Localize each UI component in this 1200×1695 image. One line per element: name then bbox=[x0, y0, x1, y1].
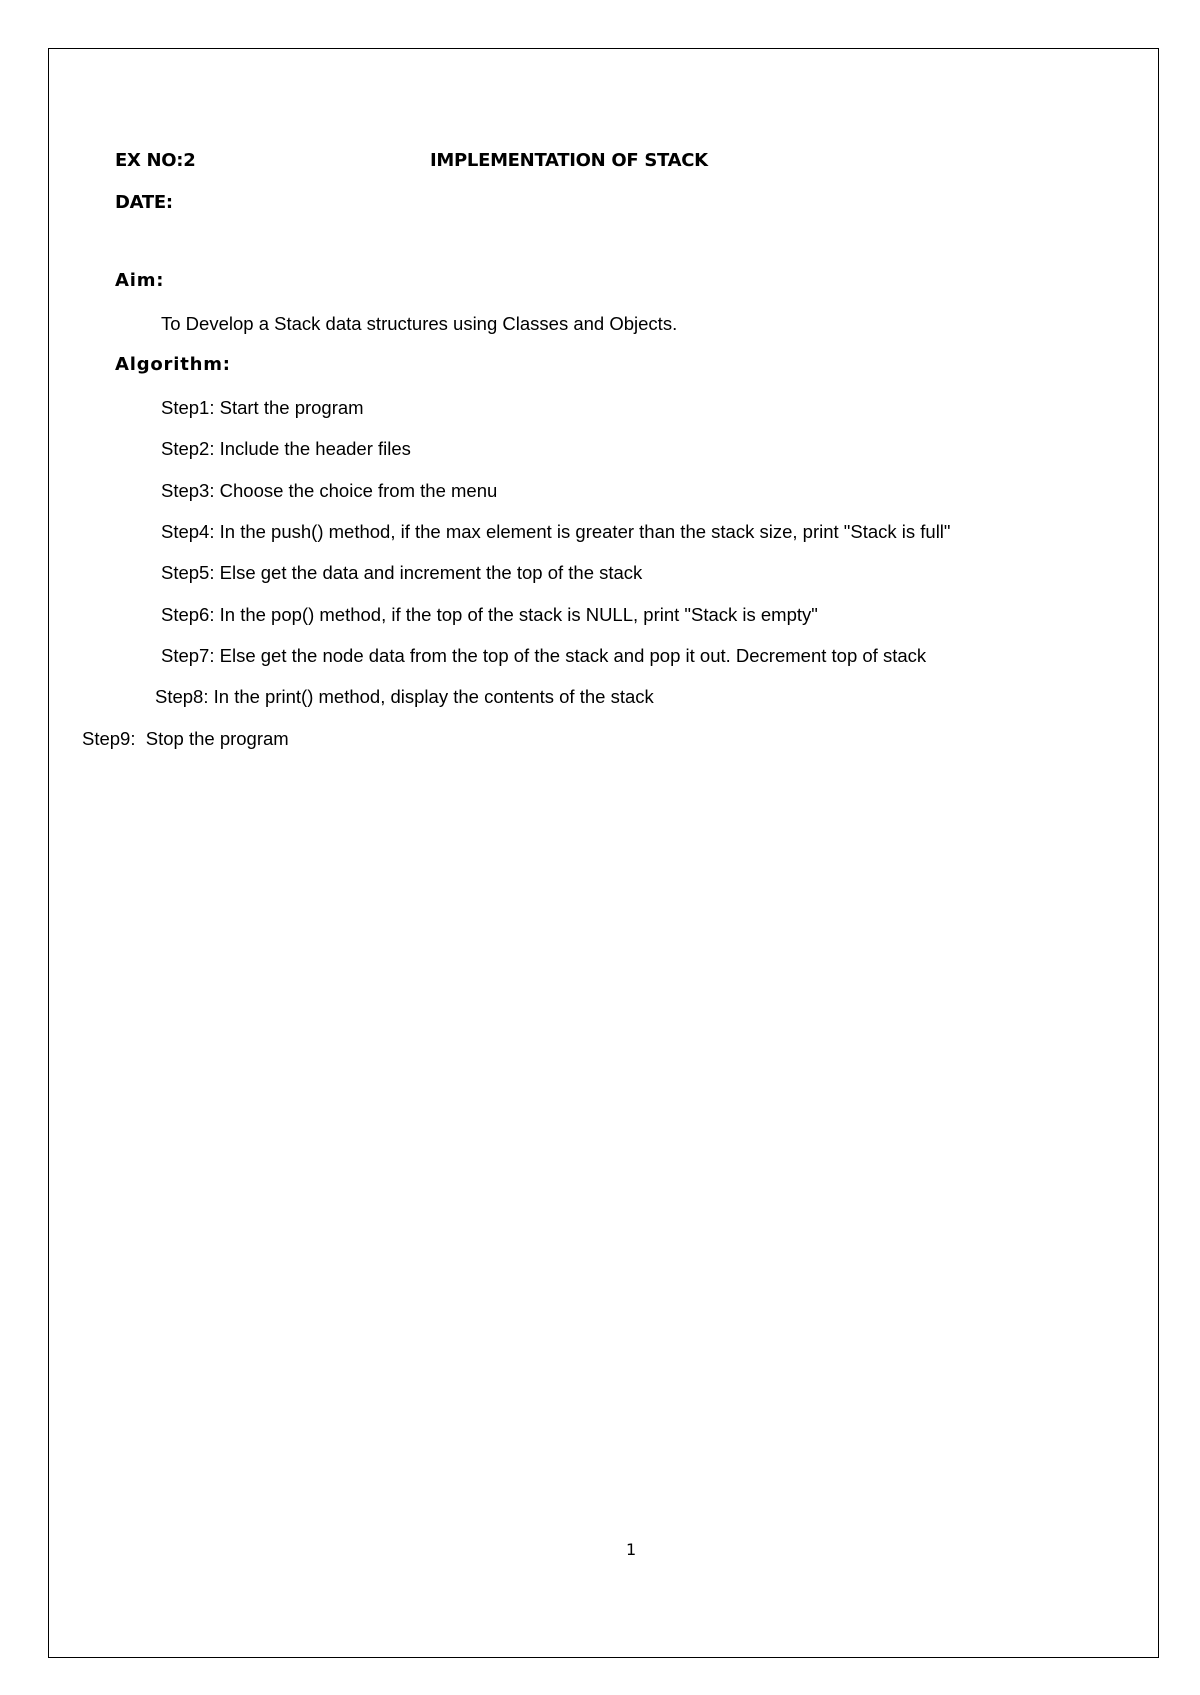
algorithm-step: Step3: Choose the choice from the menu bbox=[161, 480, 498, 501]
algorithm-step: Step1: Start the program bbox=[161, 397, 364, 418]
algorithm-heading: Algorithm: bbox=[115, 354, 231, 375]
algorithm-step: Step9: Stop the program bbox=[82, 728, 289, 749]
algorithm-step: Step6: In the pop() method, if the top of the stack is NULL, print "Stack is empty" bbox=[161, 604, 818, 625]
algorithm-step: Step7: Else get the node data from the top of the stack and pop it out. Decrement top of stack bbox=[161, 645, 927, 666]
exercise-number: EX NO:2 bbox=[115, 150, 196, 171]
page-title: IMPLEMENTATION OF STACK bbox=[430, 150, 708, 171]
algorithm-step: Step4: In the push() method, if the max element is greater than the stack size, print "Stack is full" bbox=[161, 521, 951, 542]
algorithm-step: Step8: In the print() method, display the contents of the stack bbox=[155, 686, 654, 707]
date-label: DATE: bbox=[115, 192, 173, 213]
page-number: 1 bbox=[626, 1540, 637, 1559]
algorithm-step: Step5: Else get the data and increment the top of the stack bbox=[161, 562, 643, 583]
algorithm-step: Step2: Include the header files bbox=[161, 438, 411, 459]
page-border bbox=[48, 48, 1159, 1658]
aim-text: To Develop a Stack data structures using Classes and Objects. bbox=[161, 313, 678, 334]
aim-heading: Aim: bbox=[115, 270, 165, 291]
